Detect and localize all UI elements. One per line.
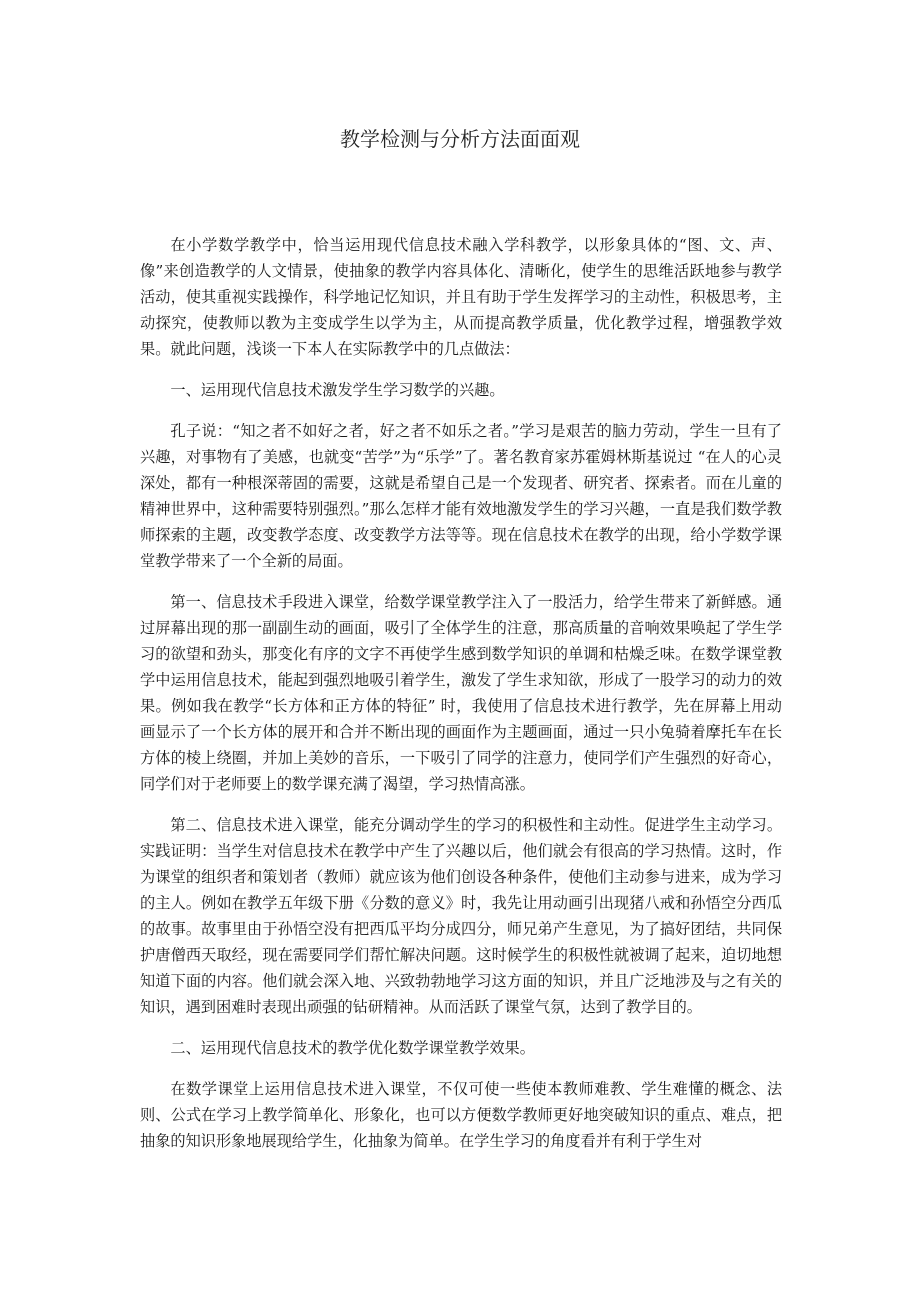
paragraph-classroom: 在数学课堂上运用信息技术进入课堂，不仅可使一些使本教师难教、学生难懂的概念、法则、公式在学习上教学简单化、形象化，也可以方便数学教师更好地突破知识的重点、难点，把抽象的知识形象地展现给学生，化抽象为简单。在学生学习的角度看并有利于学生对 <box>140 1080 782 1150</box>
document-body <box>140 232 782 1154</box>
paragraph-confucius: 孔子说：“知之者不如好之者，好之者不如乐之者。”学习是艰苦的脑力劳动，学生一旦有了兴趣，对事物有了美感，也就变“苦学”为“乐学”了。著名教育家苏霍姆林斯基说过 “在人的心灵深处，都有一种根深蒂固的需要，这就是希望自己是一个发现者、研究者、探索者。而在儿童的精神世界中，这种需要特别强烈。”那么怎样才能有效地激发学生的学习兴趣，一直是我们数学教师探索的主题，改变教学态度、改变教学方法等等。现在信息技术在教学的出现，给小学数学课堂教学带来了一个全新的局面。 <box>140 422 782 570</box>
paragraph-first-point: 第一、信息技术手段进入课堂，给数学课堂教学注入了一股活力，给学生带来了新鲜感。通过屏幕出现的那一副副生动的画面，吸引了全体学生的注意，那高质量的音响效果唤起了学生学习的欲望和劲头，那变化有序的文字不再使学生感到数学知识的单调和枯燥乏味。在数学课堂教学中运用信息技术，能起到强烈地吸引着学生，激发了学生求知欲，形成了一股学习的动力的效果。例如我在教学“长方体和正方体的特征” 时，我使用了信息技术进行教学，先在屏幕上用动画显示了一个长方体的展开和合并不断出现的画面作为主题画面，通过一只小兔骑着摩托车在长方体的棱上绕圈，并加上美妙的音乐，一下吸引了同学的注意力，使同学们产生强烈的好奇心，同学们对于老师要上的数学课充满了渴望，学习热情高涨。 <box>140 593 782 793</box>
paragraph-second-point: 第二、信息技术进入课堂，能充分调动学生的学习的积极性和主动性。促进学生主动学习。实践证明：当学生对信息技术在教学中产生了兴趣以后，他们就会有很高的学习热情。这时，作为课堂的组织者和策划者（教师）就应该为他们创设各种条件，使他们主动参与进来，成为学习的主人。例如在教学五年级下册《分数的意义》时，我先让用动画引出现猪八戒和孙悟空分西瓜的故事。故事里由于孙悟空没有把西瓜平均分成四分，师兄弟产生意见，为了搞好团结，共同保护唐僧西天取经，现在需要同学们帮忙解决问题。这时候学生的积极性就被调了起来，迫切地想知道下面的内容。他们就会深入地、兴致勃勃地学习这方面的知识，并且广泛地涉及与之有关的知识，遇到困难时表现出顽强的钻研精神。从而活跃了课堂气氛，达到了教学目的。 <box>140 816 782 1016</box>
section-heading-2: 二、运用现代信息技术的教学优化数学课堂教学效果。 <box>170 1039 535 1057</box>
document-title: 教学检测与分析方法面面观 <box>340 127 580 151</box>
section-heading-1: 一、运用现代信息技术激发学生学习数学的兴趣。 <box>170 381 505 399</box>
paragraph-intro: 在小学数学教学中，恰当运用现代信息技术融入学科教学，以形象具体的“图、文、声、像”来创造教学的人文情景，使抽象的教学内容具体化、清晰化，使学生的思维活跃地参与教学活动，使其重视实践操作，科学地记忆知识，并且有助于学生发挥学习的主动性，积极思考，主动探究，使教师以教为主变成学生以学为主，从而提高教学质量，优化教学过程，增强教学效果。就此问题，浅谈一下本人在实际教学中的几点做法： <box>140 236 782 358</box>
